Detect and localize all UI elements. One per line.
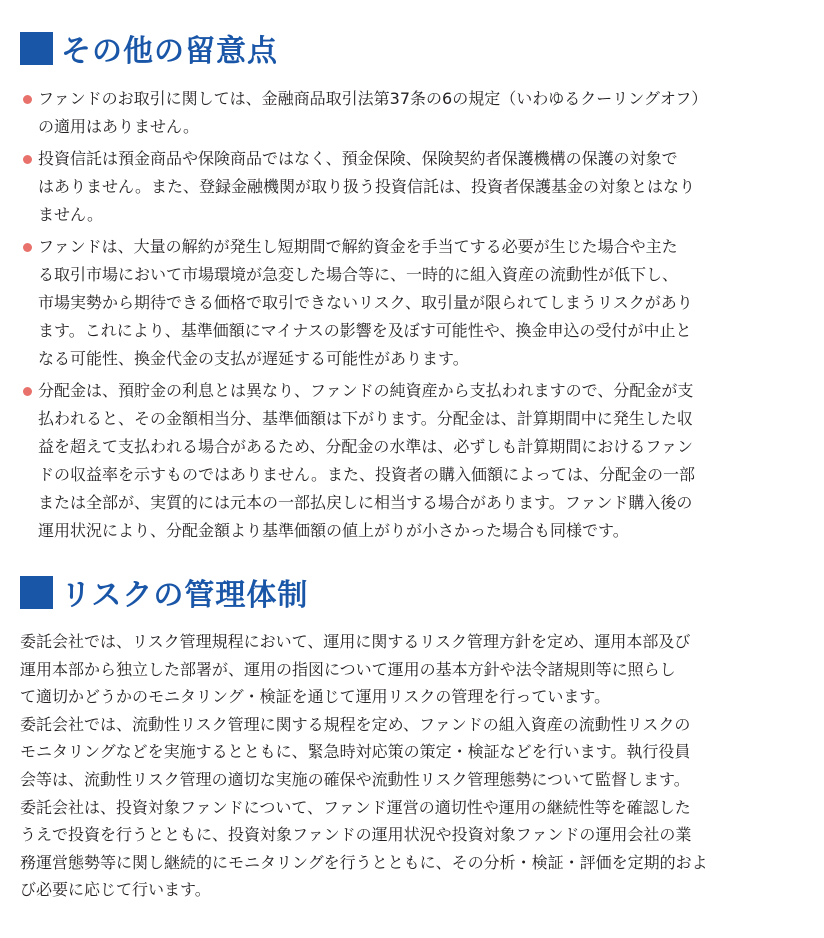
bullet-dot-icon: [23, 95, 32, 104]
section-title: その他の留意点: [61, 34, 278, 69]
risk-paragraph: [20, 628, 815, 711]
paragraph-line: 運用本部から独立した部署が、運用の指図について運用の基本方針や法令諸規則等に照らし: [20, 659, 676, 679]
bullet-dot-icon: [23, 387, 32, 396]
note-line: の適用はありません。: [38, 117, 199, 136]
note-line: 市場実勢から期待できる価格で取引できないリスク、取引量が限られてしまうリスクがあり: [38, 293, 693, 312]
note-line: る取引市場において市場環境が急変した場合等に、一時的に組入資産の流動性が低下し、: [38, 265, 679, 284]
section-heading-risk-management: [20, 570, 308, 614]
paragraph-line: て適切かどうかのモニタリング・検証を通じて運用リスクの管理を行っています。: [20, 687, 611, 707]
notes-list: [22, 85, 812, 549]
bullet-dot-icon: [23, 155, 32, 164]
paragraph-line: モニタリングなどを実施するとともに、緊急時対応策の策定・検証などを行います。執行役員: [20, 742, 691, 762]
risk-paragraph: [20, 711, 815, 794]
paragraph-line: び必要に応じて行います。: [20, 880, 211, 900]
note-line: 運用状況により、分配金額より基準価額の値上がりが小さかった場合も同様です。: [38, 521, 629, 540]
note-line: ファンドは、大量の解約が発生し短期間で解約資金を手当てする必要が生じた場合や主た: [38, 237, 678, 256]
paragraph-line: 委託会社では、流動性リスク管理に関する規程を定め、ファンドの組入資産の流動性リスクの: [20, 714, 691, 734]
note-line: 分配金は、預貯金の利息とは異なり、ファンドの純資産から支払われますので、分配金が支: [38, 381, 694, 400]
risk-paragraph: [20, 794, 815, 904]
section-heading-other-notes: [20, 26, 278, 70]
note-line: 投資信託は預金商品や保険商品ではなく、預金保険、保険契約者保護機構の保護の対象で: [38, 149, 678, 168]
note-item: [22, 145, 812, 229]
heading-square-icon: [20, 32, 53, 65]
note-item: [22, 85, 812, 141]
paragraph-line: 務運営態勢等に関し継続的にモニタリングを行うとともに、その分析・検証・評価を定期的およ: [20, 852, 708, 872]
note-line: ドの収益率を示すものではありません。また、投資者の購入価額によっては、分配金の一部: [38, 465, 695, 484]
note-line: 払われると、その金額相当分、基準価額は下がります。分配金は、計算期間中に発生した収: [38, 409, 693, 428]
note-line: または全部が、実質的には元本の一部払戻しに相当する場合があります。ファンド購入後の: [38, 493, 693, 512]
paragraph-line: 委託会社では、リスク管理規程において、運用に関するリスク管理方針を定め、運用本部及び: [20, 632, 691, 651]
paragraph-line: 委託会社は、投資対象ファンドについて、ファンド運営の適切性や運用の継続性等を確認した: [20, 797, 691, 817]
bullet-dot-icon: [23, 243, 32, 252]
section-title: リスクの管理体制: [61, 578, 309, 613]
note-line: ファンドのお取引に関しては、金融商品取引法第37条の6の規定（いわゆるクーリングオフ）: [38, 89, 708, 108]
heading-square-icon: [20, 576, 53, 609]
note-line: なる可能性、換金代金の支払が遅延する可能性があります。: [38, 349, 469, 368]
note-item: [22, 233, 812, 373]
note-item: [22, 377, 812, 545]
note-line: ません。: [38, 205, 103, 224]
risk-management-body: [20, 628, 815, 904]
paragraph-line: うえで投資を行うとともに、投資対象ファンドの運用状況や投資対象ファンドの運用会社の業: [20, 825, 692, 845]
note-line: はありません。また、登録金融機関が取り扱う投資信託は、投資者保護基金の対象とはなり: [38, 177, 695, 196]
note-line: ます。これにより、基準価額にマイナスの影響を及ぼす可能性や、換金申込の受付が中止と: [38, 321, 692, 340]
paragraph-line: 会等は、流動性リスク管理の適切な実施の確保や流動性リスク管理態勢について監督します。: [20, 769, 690, 789]
note-line: 益を超えて支払われる場合があるため、分配金の水準は、必ずしも計算期間におけるファン: [38, 437, 694, 456]
